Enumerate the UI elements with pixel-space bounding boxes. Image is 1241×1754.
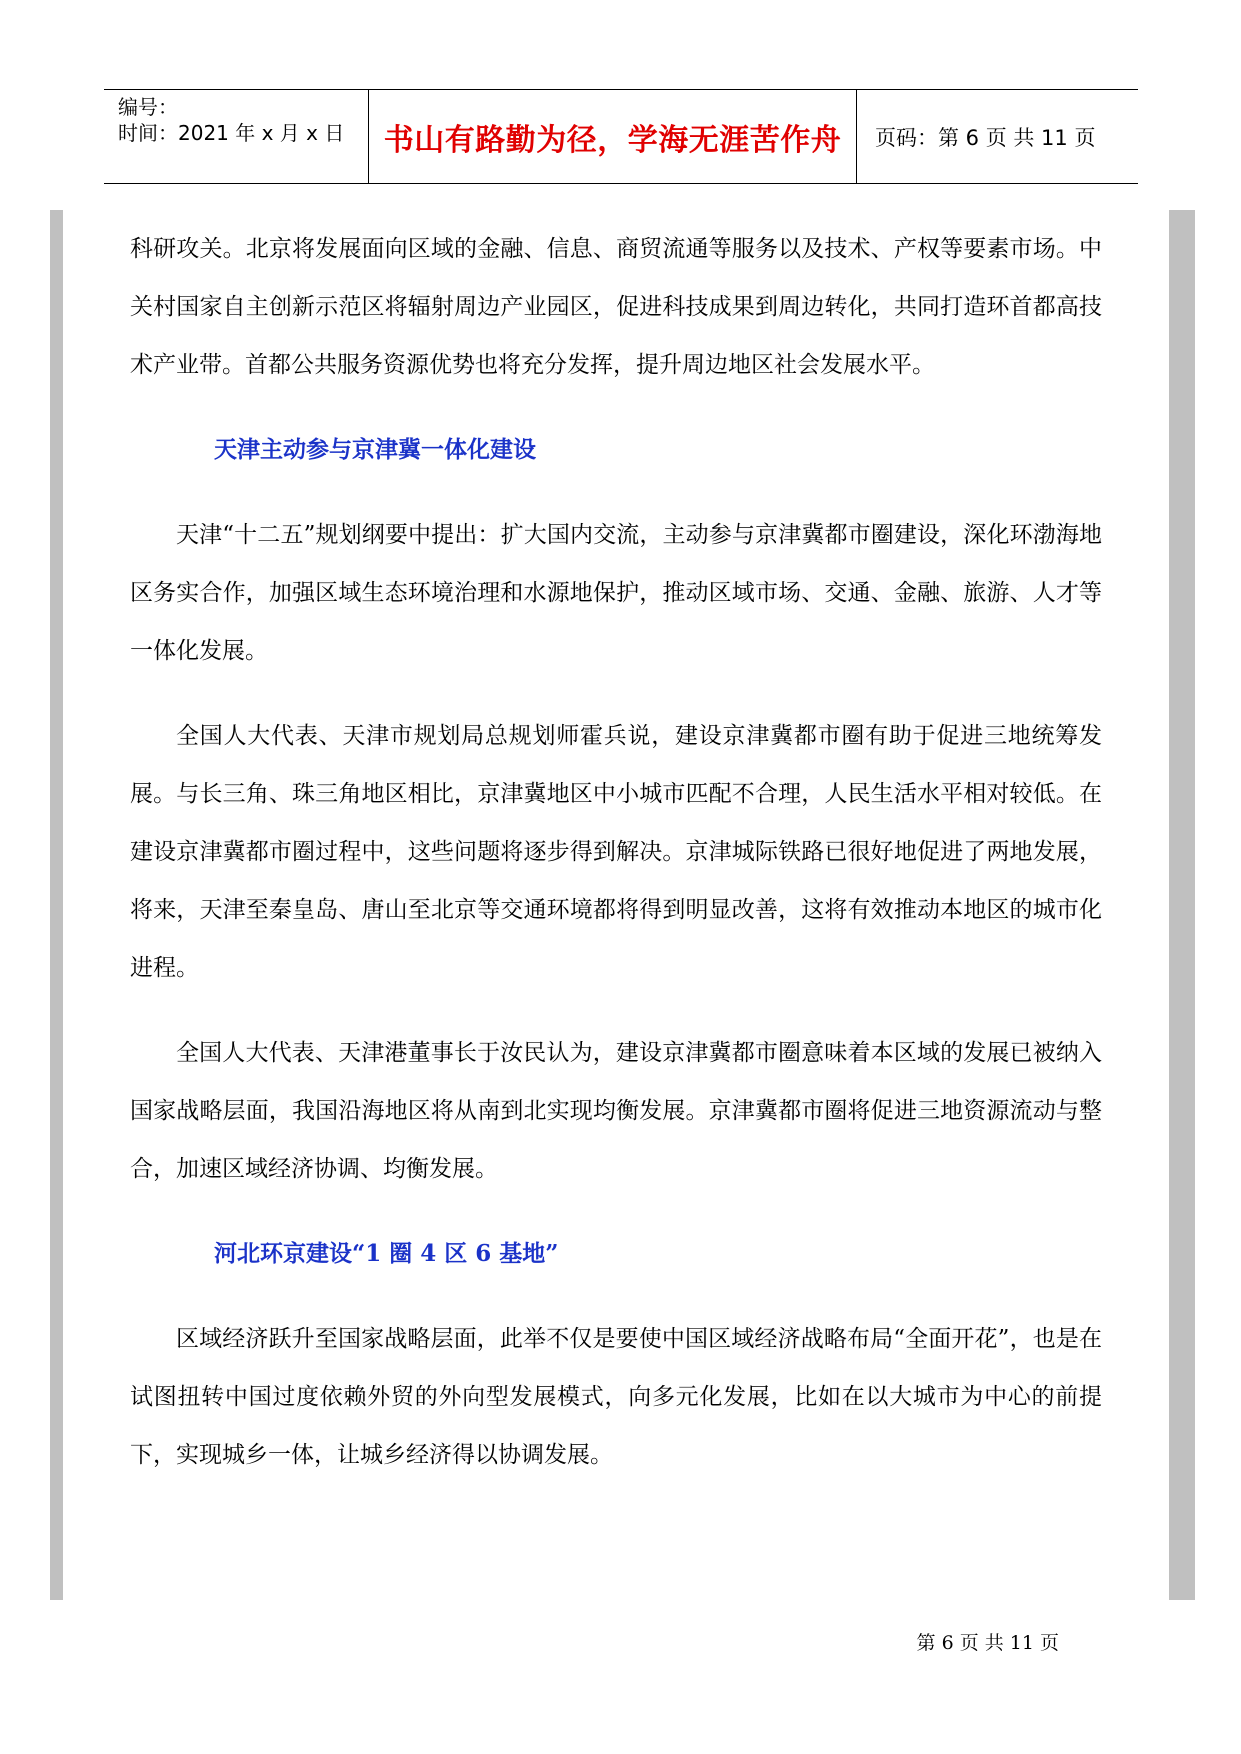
paragraph-4: 全国人大代表、天津港董事长于汝民认为，建设京津冀都市圈意味着本区域的发展已被纳入国家战略层面，我国沿海地区将从南到北实现均衡发展。京津冀都市圈将促进三地资源流动与整合，加速区域经济协调、均衡发展。 [130,1040,1102,1182]
paragraph-3: 全国人大代表、天津市规划局总规划师霍兵说，建设京津冀都市圈有助于促进三地统筹发展。与长三角、珠三角地区相比，京津冀地区中小城市匹配不合理，人民生活水平相对较低。在建设京津冀都市圈过程中，这些问题将逐步得到解决。京津城际铁路已很好地促进了两地发展，将来，天津至秦皇岛、唐山至北京等交通环境都将得到明显改善，这将有效推动本地区的城市化进程。 [130,723,1102,981]
paragraph-2: 天津“十二五”规划纲要中提出：扩大国内交流，主动参与京津冀都市圈建设，深化环渤海地区务实合作，加强区域生态环境治理和水源地保护，推动区域市场、交通、金融、旅游、人才等一体化发展。 [130,522,1102,664]
document-time-label: 时间：2021 年 x 月 x 日 [118,121,345,145]
header-page-number: 页码：第 6 页 共 11 页 [875,125,1096,150]
header-motto: 书山有路勤为径，学海无涯苦作舟 [368,90,857,183]
section-heading-hebei: 河北环京建设“1 圈 4 区 6 基地” [214,1240,559,1267]
page-footer: 第 6 页 共 11 页 [916,1632,1059,1654]
paragraph-5: 区域经济跃升至国家战略层面，此举不仅是要使中国区域经济战略布局“全面开花”，也是在试图扭转中国过度依赖外贸的外向型发展模式，向多元化发展，比如在以大城市为中心的前提下，实现城乡一体，让城乡经济得以协调发展。 [130,1326,1102,1468]
document-body [130,220,1102,1484]
section-heading-tianjin: 天津主动参与京津冀一体化建设 [214,436,536,463]
paragraph-1: 科研攻关。北京将发展面向区域的金融、信息、商贸流通等服务以及技术、产权等要素市场。中关村国家自主创新示范区将辐射周边产业园区，促进科技成果到周边转化，共同打造环首都高技术产业带。首都公共服务资源优势也将充分发挥，提升周边地区社会发展水平。 [130,236,1102,378]
document-number-label: 编号： [118,95,178,119]
header-meta [118,94,368,146]
left-margin-bar [50,210,63,1600]
page-header [104,89,1138,184]
right-margin-bar [1169,210,1195,1600]
